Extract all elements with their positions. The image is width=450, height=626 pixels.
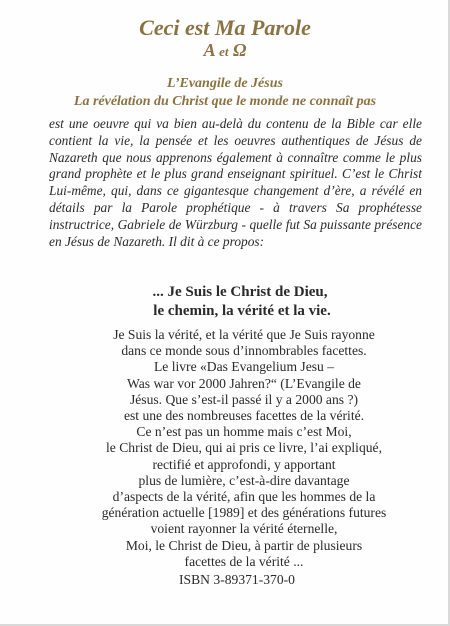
description-paragraph: est une oeuvre qui va bien au-delà du contenu de la Bible car elle contient la vie, la pensée et les oeuvres authentiques de Jésus de Nazareth que nous apprenons également à connaître comme le plus grand prophète et le plus grand enseignant spirituel. C’est le Christ Lui-même, qui, dans ce gigantesque changement d’ère, a révélé en détails par la Parole prophétique - à travers Sa prophétesse instructrice, Gabriele de Würzburg - quelle fut Sa puissante présence en Jésus de Nazareth. Il dit à ce propos:: [49, 116, 422, 249]
gospel-title: L’Evangile de Jésus: [167, 76, 283, 91]
body-line: Jésus. Que s’est-il passé il y a 2000 ans ?): [129, 391, 359, 407]
alpha-omega-subtitle: [0, 40, 450, 62]
quote-line-2: le chemin, la vérité et la vie.: [153, 303, 331, 319]
body-line: Ce n’est pas un homme mais c’est Moi,: [136, 424, 352, 440]
body-line: rectifié et approfondi, y apportant: [152, 456, 336, 472]
quote-line-1: ... Je Suis le Christ de Dieu,: [152, 284, 328, 300]
christ-quote: [0, 283, 450, 321]
body-line: facettes de la vérité ...: [184, 553, 304, 569]
body-line: Was war vor 2000 Jahren?“ (L’Evangile de: [127, 375, 361, 391]
isbn-number: ISBN 3-89371-370-0: [179, 572, 295, 587]
book-title: Ceci est Ma Parole: [139, 15, 311, 40]
body-line: voient rayonner la vérité éternelle,: [150, 521, 338, 537]
body-line: dans ce monde sous d’innombrables facettes.: [121, 343, 367, 359]
body-line: génération actuelle [1989] et des générations futures: [101, 505, 387, 521]
body-line: d’aspects de la vérité, afin que les hommes de la: [112, 489, 376, 505]
et-word: et: [219, 44, 229, 59]
alpha-letter: A: [203, 40, 215, 60]
body-line: Moi, le Christ de Dieu, à partir de plusieurs: [125, 537, 363, 553]
body-line: est une des nombreuses facettes de la vérité.: [123, 408, 365, 424]
body-line: plus de lumière, c’est-à-dire davantage: [138, 472, 350, 488]
omega-letter: Ω: [232, 40, 247, 60]
gospel-subtitle: La révélation du Christ que le monde ne connaît pas: [73, 94, 377, 109]
body-line: le Christ de Dieu, qui ai pris ce livre, l’ai expliqué,: [106, 440, 382, 456]
body-line: Le livre «Das Evangelium Jesu –: [153, 359, 335, 375]
body-line: Je Suis la vérité, et la vérité que Je Suis rayonne: [113, 327, 375, 342]
body-text: [48, 327, 440, 570]
